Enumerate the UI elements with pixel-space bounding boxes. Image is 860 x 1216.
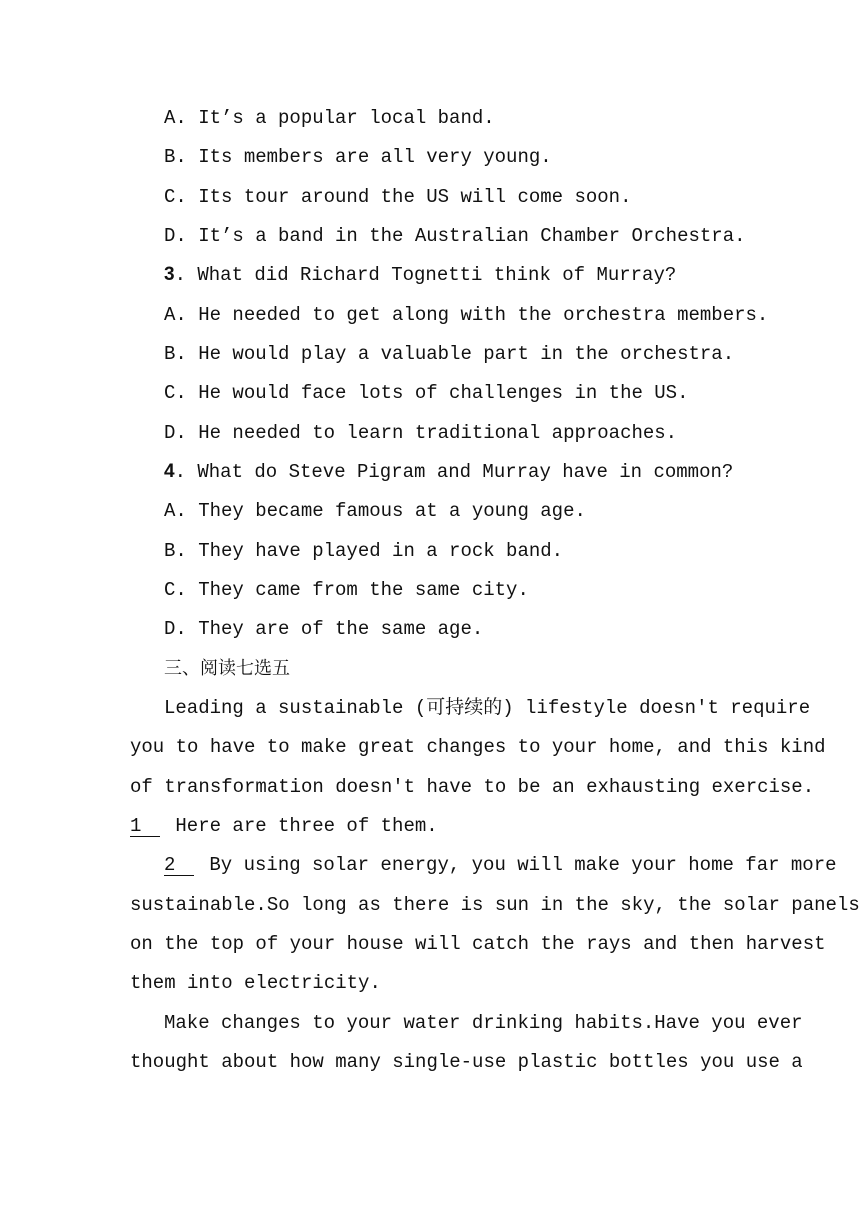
- q3-option-d: D. He needed to learn traditional approaches.: [164, 422, 678, 444]
- passage-line: you to have to make great changes to your home, and this kind: [130, 736, 826, 758]
- question-text: . What did Richard Tognetti think of Murray?: [174, 264, 677, 286]
- q3-option-c: C. He would face lots of challenges in the US.: [164, 382, 689, 404]
- answer-blank-1: 1: [130, 816, 160, 837]
- question-number: 3: [164, 264, 175, 285]
- passage-line: them into electricity.: [130, 972, 381, 994]
- section-heading: 三、阅读七选五: [164, 658, 290, 679]
- passage-text: Here are three of them.: [175, 815, 438, 837]
- passage-line: Make changes to your water drinking habits.Have you ever: [164, 1012, 803, 1034]
- passage-line: [130, 814, 438, 838]
- q4-option-a: A. They became famous at a young age.: [164, 500, 586, 522]
- q4-option-d: D. They are of the same age.: [164, 618, 484, 640]
- question-4: [164, 460, 733, 484]
- passage-line: thought about how many single-use plastic bottles you use a: [130, 1051, 803, 1073]
- q2-option-a: A. It’s a popular local band.: [164, 107, 495, 129]
- question-text: . What do Steve Pigram and Murray have in common?: [174, 461, 734, 483]
- passage-text: By using solar energy, you will make your home far more: [209, 854, 837, 876]
- question-3: [164, 263, 676, 287]
- question-number: 4: [164, 461, 175, 482]
- q2-option-d: D. It’s a band in the Australian Chamber Orchestra.: [164, 225, 746, 247]
- passage-line: of transformation doesn't have to be an exhausting exercise.: [130, 776, 815, 798]
- passage-line: Leading a sustainable (可持续的) lifestyle doesn't require: [164, 697, 811, 719]
- passage-line: [164, 853, 837, 877]
- q4-option-b: B. They have played in a rock band.: [164, 540, 564, 562]
- q4-option-c: C. They came from the same city.: [164, 579, 529, 601]
- passage-line: sustainable.So long as there is sun in the sky, the solar panels: [130, 894, 860, 916]
- passage-line: on the top of your house will catch the rays and then harvest: [130, 933, 826, 955]
- q3-option-a: A. He needed to get along with the orchestra members.: [164, 304, 769, 326]
- q2-option-c: C. Its tour around the US will come soon.: [164, 186, 632, 208]
- answer-blank-2: 2: [164, 855, 194, 876]
- q2-option-b: B. Its members are all very young.: [164, 146, 552, 168]
- q3-option-b: B. He would play a valuable part in the orchestra.: [164, 343, 735, 365]
